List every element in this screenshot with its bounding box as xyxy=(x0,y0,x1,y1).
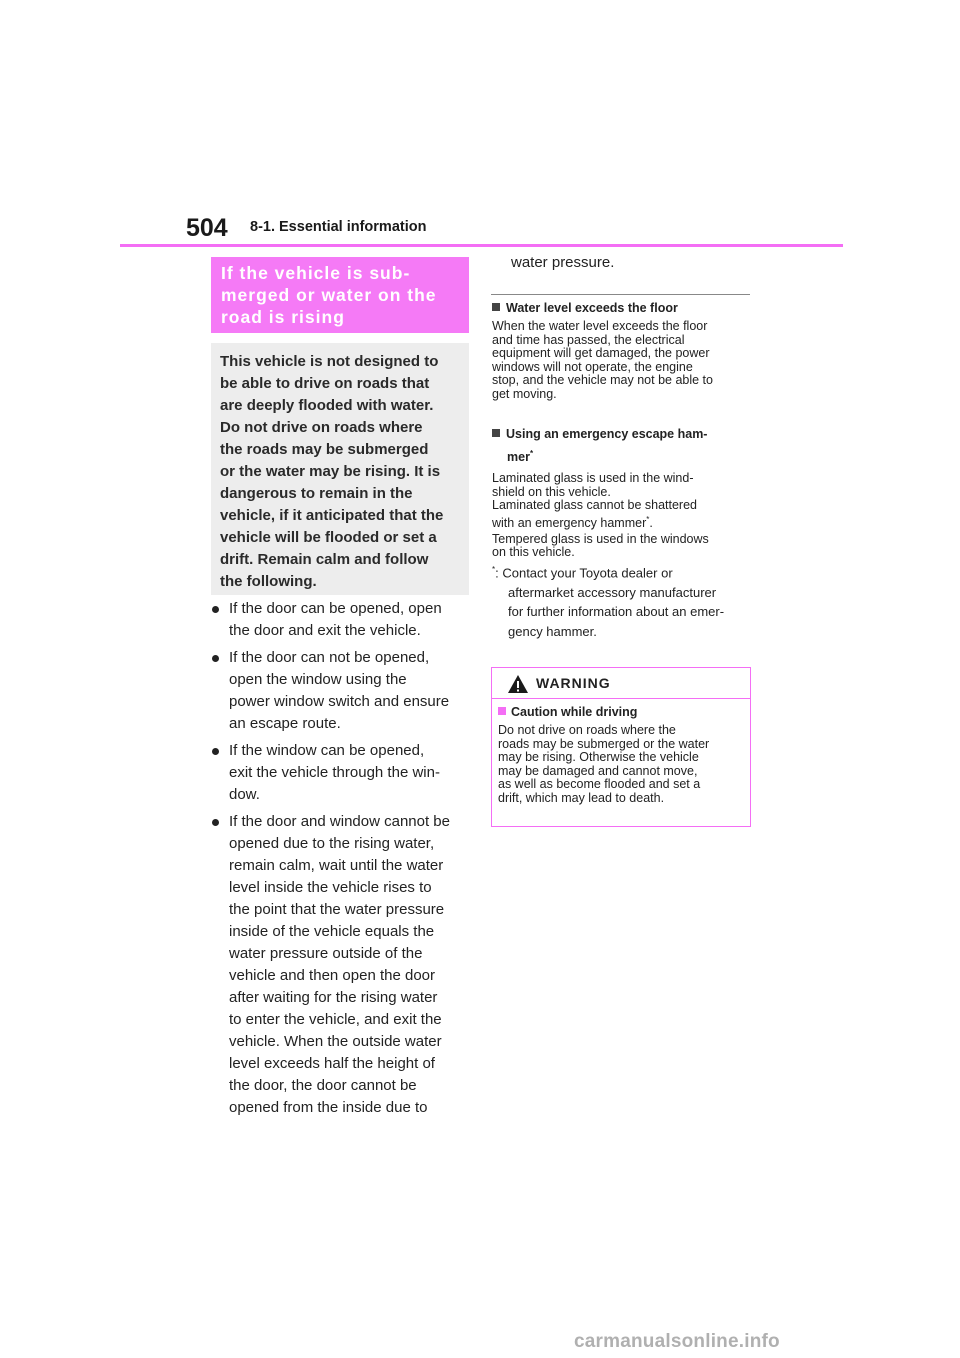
footnote-line: for further information about an emer- xyxy=(508,604,725,620)
intro-line: the roads may be submerged xyxy=(220,441,429,458)
bullet-line: open the window using the xyxy=(229,671,407,688)
bullet-line: If the door and window cannot be xyxy=(229,813,450,830)
intro-line: the following. xyxy=(220,573,317,590)
bullet-line: after waiting for the rising water xyxy=(229,989,438,1006)
body-line: equipment will get damaged, the power xyxy=(492,346,710,360)
body-line: on this vehicle. xyxy=(492,545,575,560)
intro-line: be able to drive on roads that xyxy=(220,375,430,392)
intro-line: drift. Remain calm and follow xyxy=(220,551,429,568)
section-title-line: merged or water on the xyxy=(221,285,437,305)
page-number: 504 xyxy=(186,214,228,242)
warning-triangle-icon xyxy=(507,674,529,694)
body-line: drift, which may lead to death. xyxy=(498,790,665,805)
warning-header xyxy=(492,668,750,699)
footnote-line: aftermarket accessory manufacturer xyxy=(508,584,717,600)
footnote-line: gency hammer. xyxy=(508,623,597,639)
body-line: windows will not operate, the engine xyxy=(492,359,693,374)
bullet-line: If the door can be opened, open xyxy=(229,600,442,617)
bullet-line: power window switch and ensure xyxy=(229,693,450,710)
intro-line: Do not drive on roads where xyxy=(220,419,423,436)
bullet-line: level inside the vehicle rises to xyxy=(229,879,432,896)
section-title-box xyxy=(211,257,469,333)
asterisk: * xyxy=(646,514,650,524)
water-level-body xyxy=(492,320,752,401)
body-line: Laminated glass cannot be shattered xyxy=(492,498,697,513)
body-line: When the water level exceeds the floor xyxy=(492,319,708,333)
hammer-section xyxy=(492,424,752,641)
bullet-line: opened from the inside due to xyxy=(229,1099,428,1116)
water-level-section xyxy=(492,299,752,401)
body-line: and time has passed, the electrical xyxy=(492,332,685,347)
body-line: as well as become flooded and set a xyxy=(498,777,701,791)
bullet-line: the door and exit the vehicle. xyxy=(229,622,421,639)
body-line: with an emergency hammer xyxy=(492,515,647,530)
body-line: Do not drive on roads where the xyxy=(498,723,676,737)
bullet-line: vehicle and then open the door xyxy=(229,967,435,984)
bullet-line: the door, the door cannot be xyxy=(229,1077,417,1094)
footnote-line: : Contact your Toyota dealer or xyxy=(495,565,673,581)
bullet-line: the point that the water pressure xyxy=(229,901,445,918)
bullet-list xyxy=(212,598,472,1124)
intro-line: dangerous to remain in the xyxy=(220,485,413,502)
section-title-line: If the vehicle is sub- xyxy=(221,263,411,283)
intro-line: vehicle will be flooded or set a xyxy=(220,529,437,546)
warning-body xyxy=(492,699,750,805)
asterisk: * xyxy=(492,564,496,574)
bullet-line: exit the vehicle through the win- xyxy=(229,764,440,781)
warning-text xyxy=(498,724,744,805)
square-bullet-icon xyxy=(498,707,506,715)
footnote xyxy=(492,560,752,641)
square-bullet-icon xyxy=(492,303,500,311)
warning-heading-text: Caution while driving xyxy=(511,705,638,719)
bullet-dot-icon xyxy=(212,655,219,662)
bullet-line: dow. xyxy=(229,786,260,803)
watermark: carmanualsonline.info xyxy=(574,1331,780,1352)
subsection-heading xyxy=(492,424,752,467)
water-level-heading: Water level exceeds the floor xyxy=(506,301,678,315)
warning-box xyxy=(491,667,751,827)
hammer-heading: Using an emergency escape ham- xyxy=(506,427,708,441)
intro-line: are deeply flooded with water. xyxy=(220,397,434,414)
bullet-item xyxy=(212,647,472,735)
intro-box xyxy=(211,343,469,595)
warning-heading xyxy=(498,703,744,721)
hammer-heading: mer xyxy=(507,450,530,465)
intro-text xyxy=(220,351,461,593)
section-title-line: road is rising xyxy=(221,307,345,327)
bullet-line: an escape route. xyxy=(229,715,341,732)
bullet-dot-icon xyxy=(212,819,219,826)
bullet-line: level exceeds half the height of xyxy=(229,1055,435,1072)
bullet-line: If the window can be opened, xyxy=(229,742,425,759)
asterisk: * xyxy=(529,449,534,458)
bullet-item xyxy=(212,811,472,1119)
bullet-line: water pressure outside of the xyxy=(229,945,423,962)
intro-line: or the water may be rising. It is xyxy=(220,463,441,480)
body-line: may be rising. Otherwise the vehicle xyxy=(498,750,699,764)
bullet-line: remain calm, wait until the water xyxy=(229,857,444,874)
header-rule xyxy=(120,244,843,247)
bullet-line: vehicle. When the outside water xyxy=(229,1033,442,1050)
body-line: may be damaged and cannot move, xyxy=(498,763,698,778)
divider xyxy=(491,294,750,295)
bullet-line: to enter the vehicle, and exit the xyxy=(229,1011,442,1028)
body-line: shield on this vehicle. xyxy=(492,484,611,499)
body-line: . xyxy=(649,515,653,530)
bullet-line: inside of the vehicle equals the xyxy=(229,923,435,940)
intro-line: This vehicle is not designed to xyxy=(220,353,439,370)
continuation-text: water pressure. xyxy=(511,254,615,271)
section-title xyxy=(221,262,461,328)
bullet-dot-icon xyxy=(212,748,219,755)
bullet-item xyxy=(212,598,472,642)
section-label: 8-1. Essential information xyxy=(250,219,427,235)
square-bullet-icon xyxy=(492,429,500,437)
body-line: Tempered glass is used in the windows xyxy=(492,531,709,546)
intro-line: vehicle, if it anticipated that the xyxy=(220,507,444,524)
body-line: get moving. xyxy=(492,386,557,401)
hammer-body xyxy=(492,472,752,560)
body-line: Laminated glass is used in the wind- xyxy=(492,471,694,486)
subsection-heading xyxy=(492,299,752,317)
bullet-line: opened due to the rising water, xyxy=(229,835,435,852)
bullet-dot-icon xyxy=(212,606,219,613)
warning-label: WARNING xyxy=(536,675,611,691)
bullet-item xyxy=(212,740,472,806)
body-line: roads may be submerged or the water xyxy=(498,736,710,751)
body-line: stop, and the vehicle may not be able to xyxy=(492,373,713,387)
bullet-line: If the door can not be opened, xyxy=(229,649,430,666)
